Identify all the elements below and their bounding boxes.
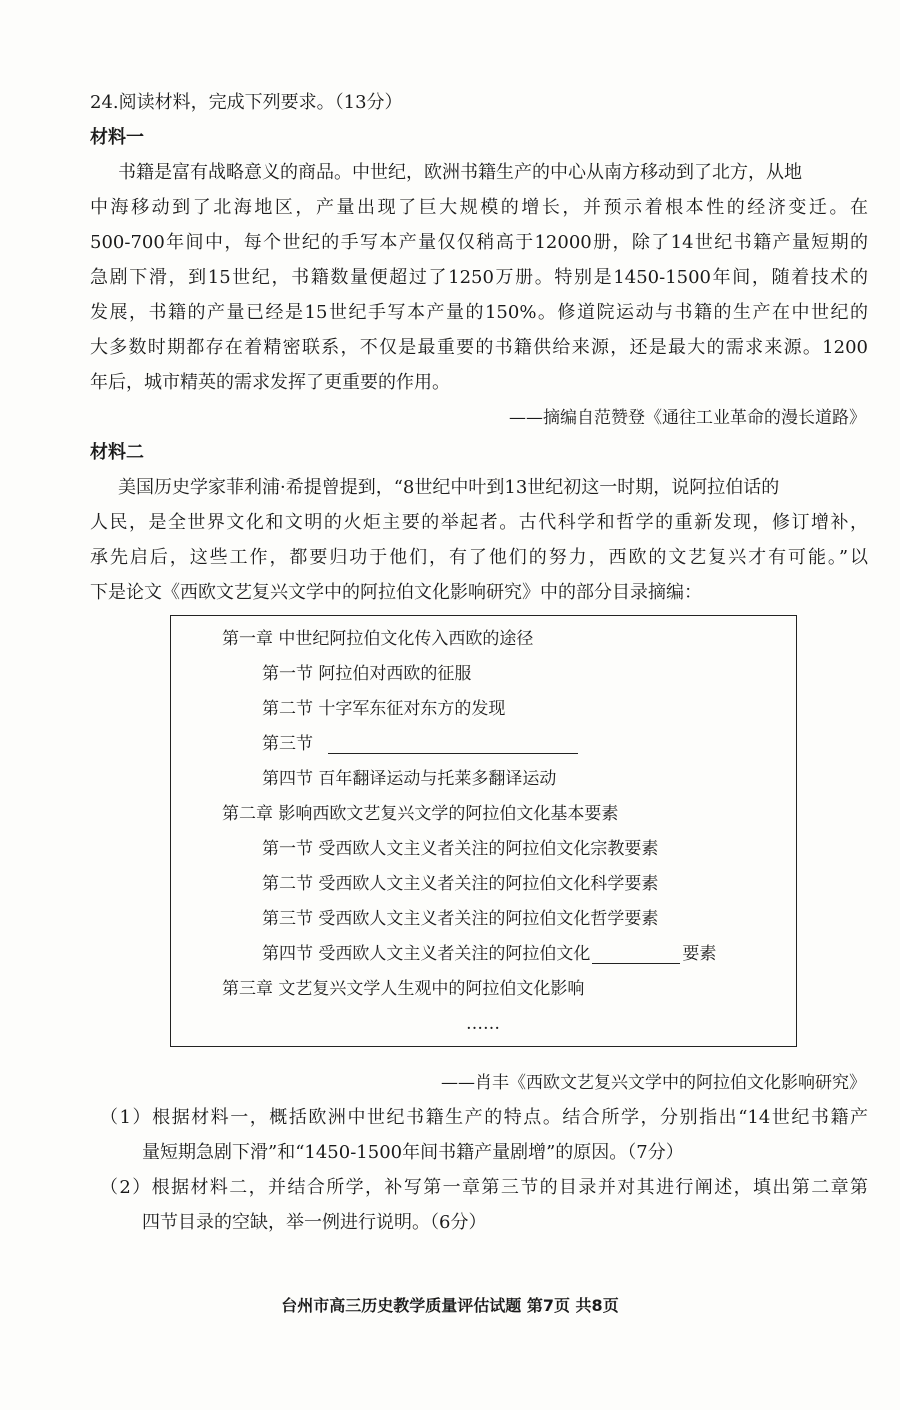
question-header: 24.阅读材料，完成下列要求。（13分）: [90, 92, 403, 113]
toc-chapter-2: 第二章 影响西欧文艺复兴文学的阿拉伯文化基本要素: [222, 804, 619, 824]
toc-section-suffix: 要素: [682, 944, 717, 964]
toc-ellipsis: ……: [466, 1014, 500, 1034]
fill-blank-line: [328, 735, 578, 754]
material1-line: 年后，城市精英的需求发挥了更重要的作用。: [90, 372, 450, 393]
material1-line: 500-700年间中，每个世纪的手写本产量仅仅稍高于12000册，除了14世纪书籍产量短期的: [90, 232, 868, 253]
task-1-line-1: （1）根据材料一，概括欧洲中世纪书籍生产的特点。结合所学，分别指出“14世纪书籍产: [100, 1107, 868, 1128]
material1-source: ——摘编自范赞登《通往工业革命的漫长道路》: [509, 408, 866, 428]
material2-line: 承先启后，这些工作，都要归功于他们，有了他们的努力，西欧的文艺复兴才有可能。”以: [90, 547, 868, 568]
material2-line: 美国历史学家菲利浦·希提曾提到，“8世纪中叶到13世纪初这一时期，说阿拉伯话的: [118, 477, 780, 498]
fill-blank-line: [592, 945, 680, 964]
toc-section-label: 第三节: [262, 734, 313, 754]
toc-chapter-1: 第一章 中世纪阿拉伯文化传入西欧的途径: [222, 629, 534, 649]
material2-source: ——肖丰《西欧文艺复兴文学中的阿拉伯文化影响研究》: [441, 1073, 866, 1093]
toc-section-blank-row: [262, 942, 716, 966]
task-2-line-2: 四节目录的空缺，举一例进行说明。（6分）: [142, 1212, 487, 1233]
material1-title: 材料一: [90, 127, 144, 148]
material1-line: 发展，书籍的产量已经是15世纪手写本产量的150%。修道院运动与书籍的生产在中世纪的: [90, 302, 868, 323]
toc-chapter-3: 第三章 文艺复兴文学人生观中的阿拉伯文化影响: [222, 979, 585, 999]
toc-section: 第三节 受西欧人文主义者关注的阿拉伯文化哲学要素: [262, 909, 659, 929]
material1-line: 中海移动到了北海地区，产量出现了巨大规模的增长，并预示着根本性的经济变迁。在: [90, 197, 868, 218]
toc-section: 第二节 十字军东征对东方的发现: [262, 699, 506, 719]
toc-section-label: 第四节 受西欧人文主义者关注的阿拉伯文化: [262, 944, 591, 964]
page-footer: 台州市高三历史教学质量评估试题 第7页 共8页: [281, 1296, 619, 1315]
toc-section: 第四节 百年翻译运动与托莱多翻译运动: [262, 769, 557, 789]
toc-section-blank-row: [262, 732, 578, 756]
material2-line: 人民，是全世界文化和文明的火炬主要的举起者。古代科学和哲学的重新发现，修订增补，: [90, 512, 868, 533]
material1-line: 急剧下滑，到15世纪，书籍数量便超过了1250万册。特别是1450-1500年间，随着技术的: [90, 267, 868, 288]
toc-section: 第二节 受西欧人文主义者关注的阿拉伯文化科学要素: [262, 874, 659, 894]
task-1-line-2: 量短期急剧下滑”和“1450-1500年间书籍产量剧增”的原因。（7分）: [142, 1142, 684, 1163]
material2-line: 下是论文《西欧文艺复兴文学中的阿拉伯文化影响研究》中的部分目录摘编：: [90, 582, 702, 603]
task-2-line-1: （2）根据材料二，并结合所学，补写第一章第三节的目录并对其进行阐述，填出第二章第: [100, 1177, 868, 1198]
toc-section: 第一节 阿拉伯对西欧的征服: [262, 664, 472, 684]
material2-title: 材料二: [90, 442, 144, 463]
toc-section: 第一节 受西欧人文主义者关注的阿拉伯文化宗教要素: [262, 839, 659, 859]
material1-line: 大多数时期都存在着精密联系，不仅是最重要的书籍供给来源，还是最大的需求来源。1200: [90, 337, 868, 358]
material1-line: 书籍是富有战略意义的商品。中世纪，欧洲书籍生产的中心从南方移动到了北方，从地: [118, 162, 802, 183]
